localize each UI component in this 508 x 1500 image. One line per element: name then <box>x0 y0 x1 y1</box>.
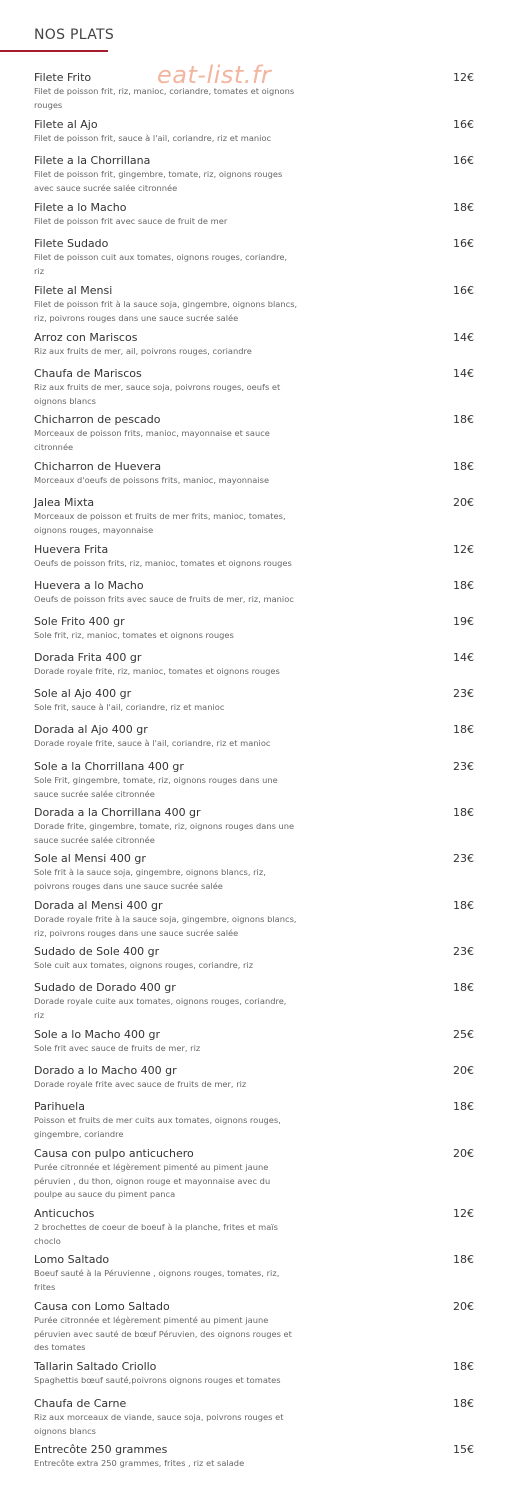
dish-price: 18€ <box>453 1397 474 1410</box>
dish-description: Purée citronnée et légèrement pimenté au piment jaune péruvien avec sauté de bœuf Péruvien, des oignons rouges et des tomates <box>34 1315 292 1352</box>
dish-name: Filete Sudado <box>34 237 109 250</box>
menu-item <box>34 284 474 325</box>
dish-name: Filete al Mensi <box>34 284 113 297</box>
menu-item <box>34 1360 474 1388</box>
dish-name: Lomo Saltado <box>34 1253 110 1266</box>
dish-description: Sole frit, sauce à l'ail, coriandre, riz et manioc <box>34 702 225 712</box>
menu-item <box>34 237 474 278</box>
dish-name: Tallarin Saltado Criollo <box>34 1360 157 1373</box>
menu-item <box>34 687 474 715</box>
dish-description: Morceaux de poisson et fruits de mer frits, manioc, tomates, oignons rouges, mayonnaise <box>34 511 286 535</box>
dish-name: Jalea Mixta <box>34 496 95 509</box>
title-underline <box>0 50 108 52</box>
dish-description: Boeuf sauté à la Péruvienne , oignons rouges, tomates, riz, frites <box>34 1268 280 1292</box>
dish-description: Filet de poisson cuit aux tomates, oignons rouges, coriandre, riz <box>34 252 288 276</box>
dish-description: Morceaux d'oeufs de poissons frits, manioc, mayonnaise <box>34 475 270 485</box>
dish-price: 16€ <box>453 118 474 131</box>
dish-price: 23€ <box>453 852 474 865</box>
dish-description: Dorade royale cuite aux tomates, oignons rouges, coriandre, riz <box>34 996 287 1020</box>
dish-price: 23€ <box>453 760 474 773</box>
dish-description: Oeufs de poisson frits avec sauce de fruits de mer, riz, manioc <box>34 594 294 604</box>
dish-price: 18€ <box>453 806 474 819</box>
menu-item <box>34 899 474 940</box>
dish-name: Filete a la Chorrillana <box>34 154 151 167</box>
dish-name: Entrecôte 250 grammes <box>34 1443 168 1456</box>
dish-name: Dorada al Mensi 400 gr <box>34 899 163 912</box>
menu-item <box>34 367 474 408</box>
dish-description: Riz aux morceaux de viande, sauce soja, poivrons rouges et oignons blancs <box>34 1412 284 1436</box>
dish-name: Chicharron de pescado <box>34 413 161 426</box>
dish-price: 16€ <box>453 284 474 297</box>
dish-name: Causa con Lomo Saltado <box>34 1300 170 1313</box>
dish-name: Sole a la Chorrillana 400 gr <box>34 760 184 773</box>
dish-name: Filete a lo Macho <box>34 201 127 214</box>
dish-description: Dorade frite, gingembre, tomate, riz, oignons rouges dans une sauce sucrée salée citronnée <box>34 821 295 845</box>
dish-description: Filet de poisson frit, riz, manioc, coriandre, tomates et oignons rouges <box>34 86 295 110</box>
dish-name: Chaufa de Mariscos <box>34 367 142 380</box>
dish-price: 16€ <box>453 237 474 250</box>
watermark-logo: eat-list.fr <box>157 61 272 89</box>
menu-item <box>34 1028 474 1056</box>
dish-price: 18€ <box>453 1100 474 1113</box>
dish-price: 20€ <box>453 1300 474 1313</box>
menu-item <box>34 1300 474 1355</box>
dish-name: Sole al Ajo 400 gr <box>34 687 132 700</box>
dish-description: Sole frit avec sauce de fruits de mer, riz <box>34 1043 201 1053</box>
dish-name: Sole Frito 400 gr <box>34 615 125 628</box>
dish-price: 12€ <box>453 71 474 84</box>
dish-price: 18€ <box>453 413 474 426</box>
dish-name: Sudado de Sole 400 gr <box>34 945 160 958</box>
dish-name: Sudado de Dorado 400 gr <box>34 981 176 994</box>
dish-description: Sole frit à la sauce soja, gingembre, oignons blancs, riz, poivrons rouges dans une sauce sucrée salée <box>34 867 266 891</box>
dish-price: 14€ <box>453 367 474 380</box>
dish-name: Sole al Mensi 400 gr <box>34 852 146 865</box>
dish-name: Arroz con Mariscos <box>34 331 138 344</box>
dish-description: Filet de poisson frit à la sauce soja, gingembre, oignons blancs, riz, poivrons rouges dans une sauce sucrée salée <box>34 299 298 323</box>
menu-item <box>34 413 474 454</box>
menu-item <box>34 981 474 1022</box>
dish-description: Oeufs de poisson frits, riz, manioc, tomates et oignons rouges <box>34 558 292 568</box>
dish-description: Dorade royale frite avec sauce de fruits de mer, riz <box>34 1079 247 1089</box>
menu-item <box>34 1064 474 1092</box>
menu-item <box>34 543 474 571</box>
menu-item <box>34 852 474 893</box>
dish-name: Filete Frito <box>34 71 92 84</box>
dish-price: 18€ <box>453 201 474 214</box>
menu-item <box>34 154 474 195</box>
dish-description: Filet de poisson frit avec sauce de fruit de mer <box>34 216 228 226</box>
dish-price: 15€ <box>453 1443 474 1456</box>
dish-name: Dorada al Ajo 400 gr <box>34 723 148 736</box>
menu-item <box>34 1100 474 1141</box>
menu-item <box>34 1443 474 1471</box>
menu-item <box>34 201 474 229</box>
dish-name: Filete al Ajo <box>34 118 98 131</box>
menu-item <box>34 496 474 537</box>
dish-description: Sole frit, riz, manioc, tomates et oignons rouges <box>34 630 234 640</box>
dish-name: Huevera a lo Macho <box>34 579 144 592</box>
dish-description: Morceaux de poisson frits, manioc, mayonnaise et sauce citronnée <box>34 428 270 452</box>
dish-price: 18€ <box>453 460 474 473</box>
dish-name: Causa con pulpo anticuchero <box>34 1147 194 1160</box>
dish-name: Anticuchos <box>34 1207 95 1220</box>
dish-description: Dorade royale frite, riz, manioc, tomates et oignons rouges <box>34 666 280 676</box>
menu-item <box>34 118 474 146</box>
dish-description: Filet de poisson frit, gingembre, tomate, riz, oignons rouges avec sauce sucrée salée citronnée <box>34 169 283 193</box>
dish-name: Dorada a la Chorrillana 400 gr <box>34 806 201 819</box>
menu-item <box>34 331 474 359</box>
dish-price: 18€ <box>453 981 474 994</box>
dish-price: 14€ <box>453 331 474 344</box>
dish-price: 18€ <box>453 899 474 912</box>
menu-item <box>34 1147 474 1202</box>
menu-item <box>34 460 474 488</box>
dish-price: 20€ <box>453 1147 474 1160</box>
dish-price: 18€ <box>453 723 474 736</box>
dish-description: Filet de poisson frit, sauce à l'ail, coriandre, riz et manioc <box>34 133 272 143</box>
dish-price: 19€ <box>453 615 474 628</box>
menu-item <box>34 1207 474 1248</box>
dish-name: Parihuela <box>34 1100 85 1113</box>
dish-name: Sole a lo Macho 400 gr <box>34 1028 161 1041</box>
menu-item <box>34 1253 474 1294</box>
dish-description: 2 brochettes de coeur de boeuf à la planche, frites et maïs choclo <box>34 1222 278 1246</box>
dish-description: Sole cuit aux tomates, oignons rouges, coriandre, riz <box>34 960 254 970</box>
dish-name: Chaufa de Carne <box>34 1397 127 1410</box>
dish-description: Entrecôte extra 250 grammes, frites , riz et salade <box>34 1458 245 1468</box>
dish-price: 12€ <box>453 543 474 556</box>
dish-price: 14€ <box>453 651 474 664</box>
dish-price: 18€ <box>453 1360 474 1373</box>
dish-price: 12€ <box>453 1207 474 1220</box>
menu-item <box>34 71 474 112</box>
dish-description: Sole Frit, gingembre, tomate, riz, oignons rouges dans une sauce sucrée salée citronnée <box>34 775 278 799</box>
menu-item <box>34 806 474 847</box>
menu-item <box>34 615 474 643</box>
dish-price: 23€ <box>453 945 474 958</box>
dish-name: Chicharron de Huevera <box>34 460 162 473</box>
dish-price: 20€ <box>453 496 474 509</box>
dish-name: Dorada Frita 400 gr <box>34 651 142 664</box>
menu-item <box>34 1397 474 1438</box>
menu-item <box>34 651 474 679</box>
dish-description: Dorade royale frite à la sauce soja, gingembre, oignons blancs, riz, poivrons rouges dans une sauce sucrée salée <box>34 914 297 938</box>
dish-price: 25€ <box>453 1028 474 1041</box>
dish-price: 18€ <box>453 579 474 592</box>
dish-description: Purée citronnée et légèrement pimenté au piment jaune péruvien , du thon, oignon rouge et mayonnaise avec du poulpe au sauce du piment panca <box>34 1162 271 1199</box>
dish-price: 23€ <box>453 687 474 700</box>
section-title: NOS PLATS <box>34 27 115 43</box>
menu-item <box>34 760 474 801</box>
dish-price: 20€ <box>453 1064 474 1077</box>
dish-name: Huevera Frita <box>34 543 109 556</box>
menu-item <box>34 579 474 607</box>
dish-name: Dorado a lo Macho 400 gr <box>34 1064 177 1077</box>
page-header <box>0 0 508 60</box>
dish-description: Dorade royale frite, sauce à l'ail, coriandre, riz et manioc <box>34 738 271 748</box>
dish-description: Poisson et fruits de mer cuits aux tomates, oignons rouges, gingembre, coriandre <box>34 1115 281 1139</box>
dish-description: Riz aux fruits de mer, sauce soja, poivrons rouges, oeufs et oignons blancs <box>34 382 281 406</box>
dish-description: Spaghettis bœuf sauté,poivrons oignons rouges et tomates <box>34 1375 281 1385</box>
menu-item <box>34 723 474 751</box>
menu-item <box>34 945 474 973</box>
dish-description: Riz aux fruits de mer, ail, poivrons rouges, coriandre <box>34 346 252 356</box>
dish-price: 16€ <box>453 154 474 167</box>
dish-price: 18€ <box>453 1253 474 1266</box>
